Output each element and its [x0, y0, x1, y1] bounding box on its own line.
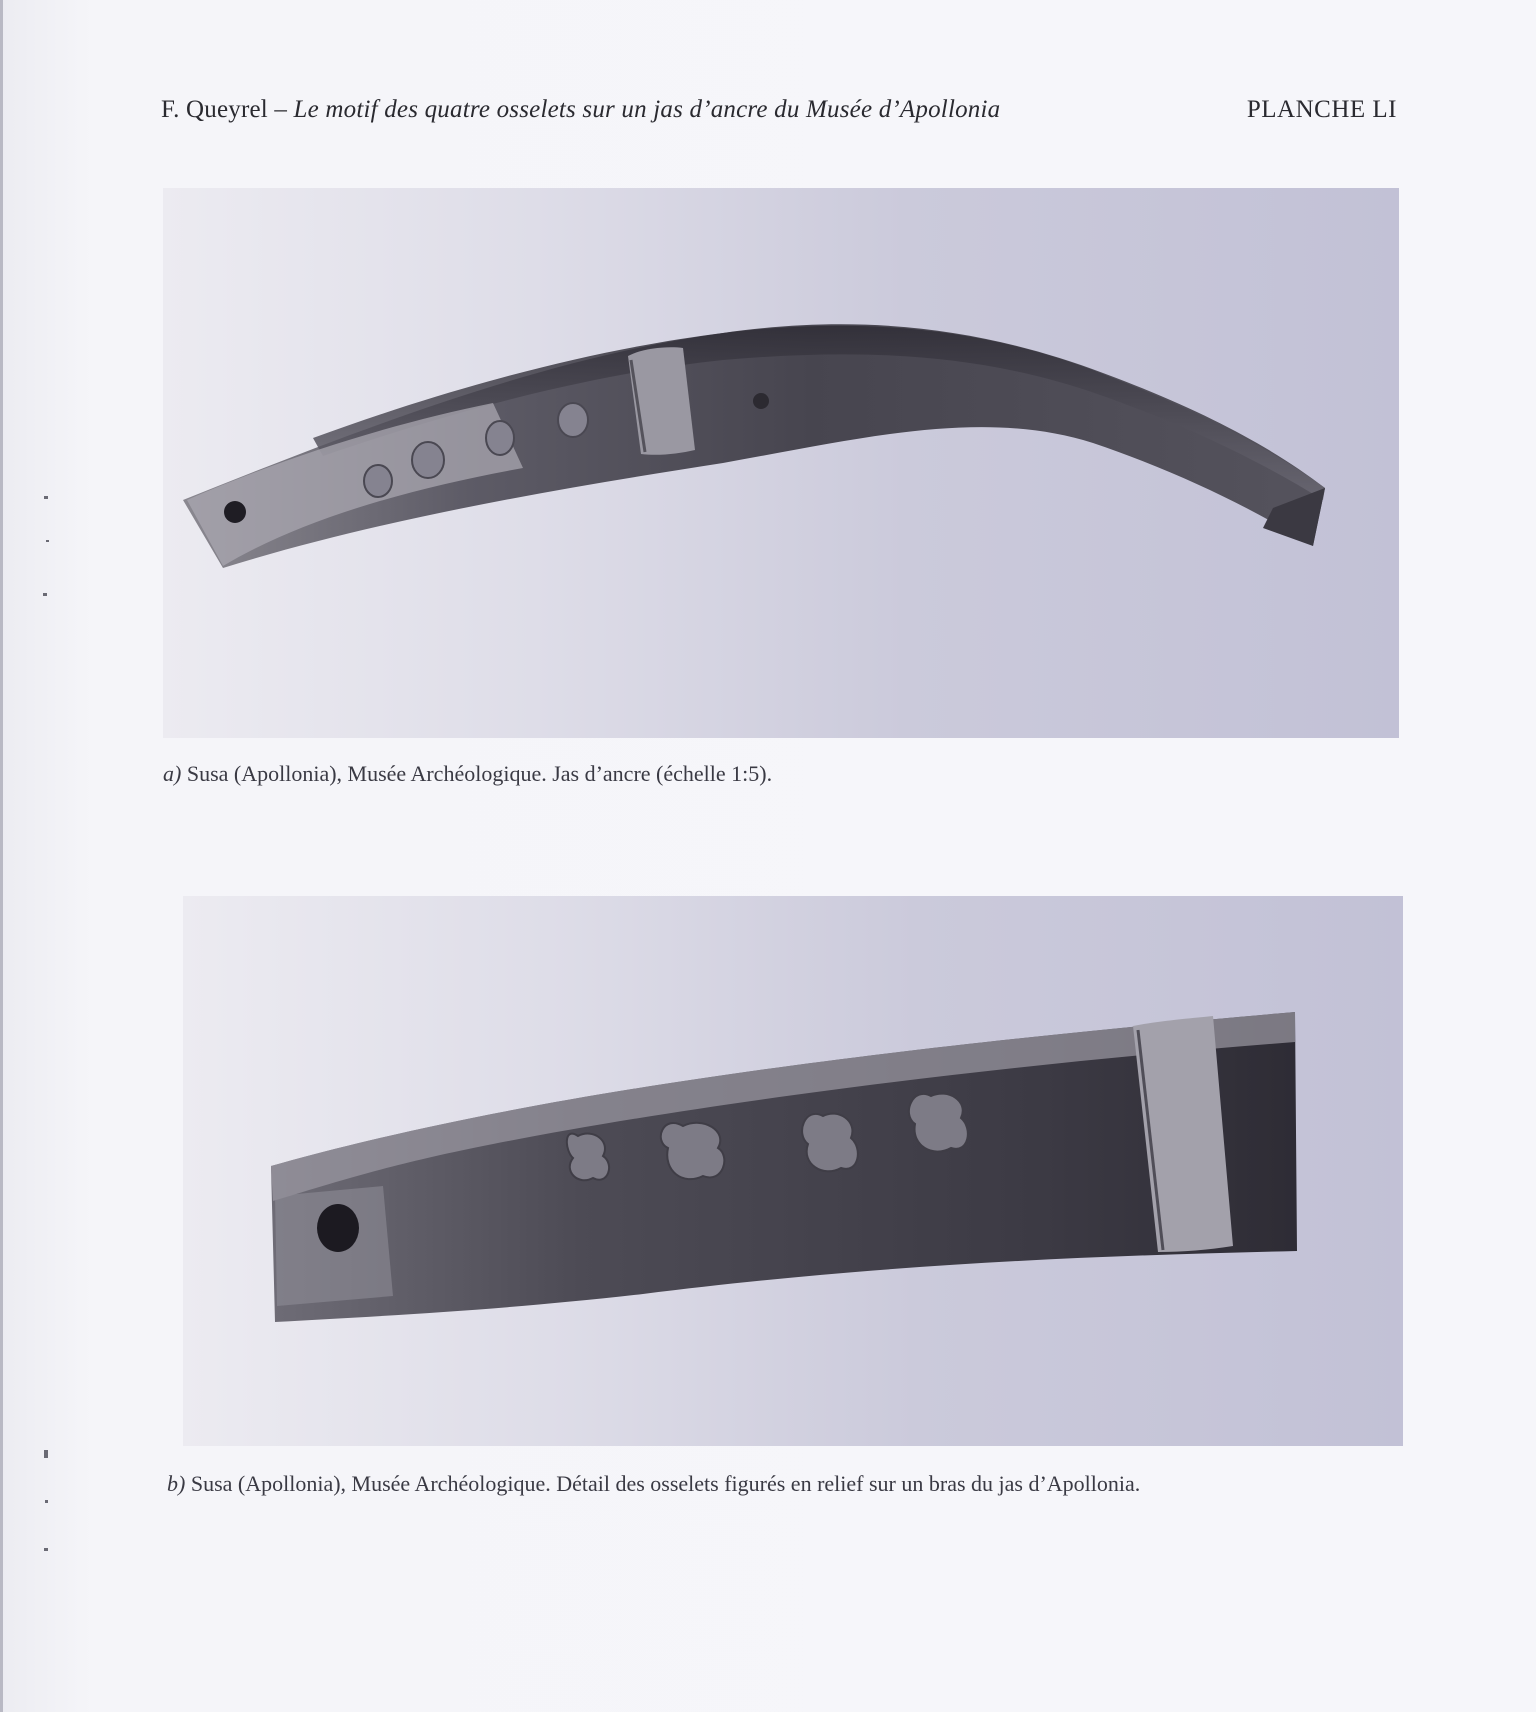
anchor-arm-hole: [317, 1204, 359, 1252]
anchor-stock-photo-drawing: [163, 188, 1399, 738]
header-author: F. Queyrel: [161, 96, 268, 123]
detail-photo-drawing: [183, 896, 1403, 1446]
caption-figure-b: [167, 1471, 1140, 1497]
caption-a-text: Susa (Apollonia), Musée Archéologique. Jas d’ancre (échelle 1:5).: [181, 761, 773, 786]
running-header: [161, 96, 1397, 132]
header-separator: –: [267, 96, 294, 123]
photo-anchor-stock: [163, 188, 1399, 738]
photo-knucklebones-detail: [183, 896, 1403, 1446]
caption-a-letter: a): [163, 761, 182, 786]
caption-b-text: Susa (Apollonia), Musée Archéologique. Détail des osselets figurés en relief sur un bras du jas d’Apollonia.: [185, 1471, 1141, 1496]
caption-figure-a: [163, 761, 772, 787]
header-article-title: Le motif des quatre osselets sur un jas d’ancre du Musée d’Apollonia: [293, 96, 1001, 123]
plate-number: PLANCHE LI: [1246, 96, 1397, 123]
margin-scan-marks: [36, 480, 56, 1580]
anchor-stock-hole: [224, 501, 246, 523]
caption-b-letter: b): [167, 1471, 186, 1496]
scan-edge: [0, 0, 3, 1712]
